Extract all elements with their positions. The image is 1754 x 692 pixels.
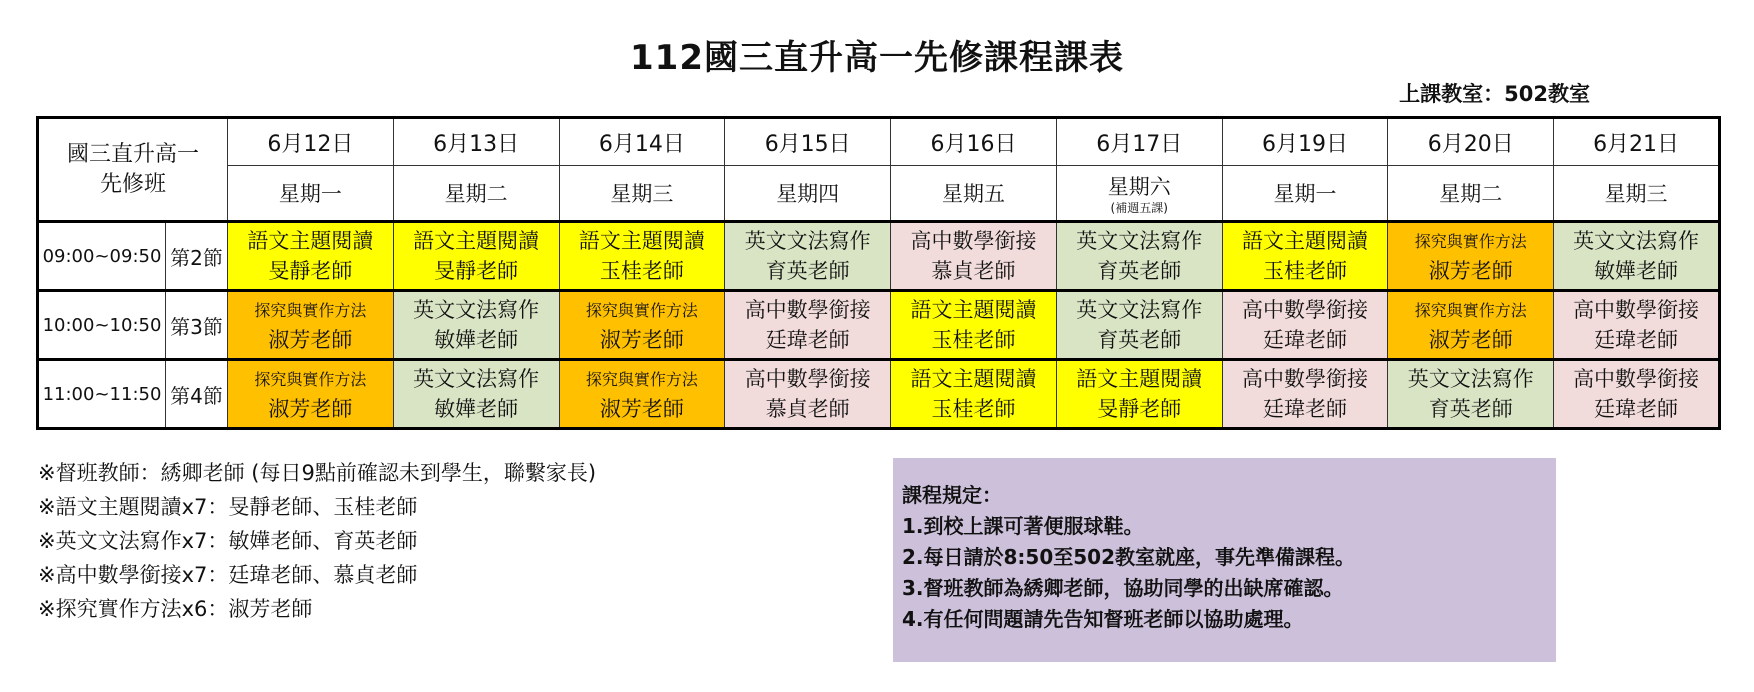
weekday-header: [228, 166, 394, 222]
subject-name: 高中數學銜接: [1573, 366, 1700, 391]
subject-name: 英文文法寫作: [413, 366, 540, 391]
rule-item: 2.每日請於8:50至502教室就座，事先準備課程。: [902, 545, 1356, 569]
class-cell: [559, 360, 725, 429]
teacher-name: 淑芳老師: [268, 396, 353, 421]
weekday-header: [559, 166, 725, 222]
weekday-label: 星期三: [610, 182, 674, 206]
weekday-label: 星期四: [776, 182, 840, 206]
teacher-name: 敏嬅老師: [434, 327, 519, 352]
subject-name: 英文文法寫作: [1076, 297, 1203, 322]
subject-name: 語文主題閱讀: [413, 228, 540, 253]
teacher-name: 廷瑋老師: [1262, 327, 1347, 352]
teacher-name: 育英老師: [765, 258, 850, 283]
teacher-name: 淑芳老師: [1428, 258, 1513, 283]
date-header: 6月17日: [1056, 118, 1222, 166]
weekday-header: [725, 166, 891, 222]
course-rules-box: [893, 458, 1556, 662]
subject-name: 語文主題閱讀: [910, 366, 1037, 391]
subject-name: 探究與實作方法: [254, 300, 367, 320]
class-cell: [559, 222, 725, 291]
class-cell: [1554, 291, 1720, 360]
time-slot: 09:00~09:50: [38, 222, 166, 291]
subject-name: 高中數學銜接: [910, 228, 1037, 253]
teacher-name: 育英老師: [1097, 327, 1182, 352]
subject-name: 探究與實作方法: [254, 369, 367, 389]
weekday-label: 星期五: [941, 182, 1005, 206]
weekday-header: [1388, 166, 1554, 222]
date-header: 6月13日: [393, 118, 559, 166]
teacher-name: 慕貞老師: [765, 396, 850, 421]
teacher-name: 慕貞老師: [931, 258, 1016, 283]
class-cell: [1388, 360, 1554, 429]
table-row: [38, 222, 1720, 291]
teacher-name: 廷瑋老師: [1262, 396, 1347, 421]
subject-name: 英文文法寫作: [1076, 228, 1203, 253]
note-line: ※高中數學銜接x7：廷瑋老師、慕貞老師: [38, 563, 418, 587]
class-cell: [1554, 222, 1720, 291]
class-cell: [559, 291, 725, 360]
class-cell: [1056, 360, 1222, 429]
note-line: ※督班教師：綉卿老師 (每日9點前確認未到學生，聯繫家長): [38, 461, 597, 485]
subject-name: 高中數學銜接: [744, 297, 871, 322]
weekday-label: 星期三: [1604, 182, 1668, 206]
subject-name: 探究與實作方法: [585, 300, 698, 320]
teacher-name: 玉桂老師: [1262, 258, 1347, 283]
teacher-name: 淑芳老師: [1428, 327, 1513, 352]
class-cell: [393, 291, 559, 360]
class-cell: [228, 360, 394, 429]
subject-name: 高中數學銜接: [1573, 297, 1700, 322]
teacher-name: 玉桂老師: [931, 327, 1016, 352]
subject-name: 語文主題閱讀: [910, 297, 1037, 322]
subject-name: 英文文法寫作: [744, 228, 871, 253]
subject-name: 語文主題閱讀: [247, 228, 374, 253]
teacher-name: 廷瑋老師: [765, 327, 850, 352]
rule-item: 4.有任何問題請先告知督班老師以協助處理。: [902, 607, 1304, 631]
class-cell: [1554, 360, 1720, 429]
note-line: ※英文文法寫作x7：敏嬅老師、育英老師: [38, 529, 418, 553]
class-cell: [891, 222, 1057, 291]
weekday-note: (補週五課): [1110, 201, 1168, 215]
class-cell: [1222, 222, 1388, 291]
weekday-header: [393, 166, 559, 222]
period-label: 第3節: [166, 291, 228, 360]
teacher-name: 旻靜老師: [268, 258, 353, 283]
time-slot: 10:00~10:50: [38, 291, 166, 360]
class-cell: [393, 222, 559, 291]
subject-name: 探究與實作方法: [1414, 300, 1527, 320]
class-cell: [725, 222, 891, 291]
class-cell: [1056, 291, 1222, 360]
class-cell: [1222, 291, 1388, 360]
teacher-name: 旻靜老師: [1097, 396, 1182, 421]
note-line: ※探究實作方法x6：淑芳老師: [38, 597, 313, 621]
weekday-header: [1554, 166, 1720, 222]
class-cell: [1222, 360, 1388, 429]
subject-name: 英文文法寫作: [1573, 228, 1700, 253]
class-cell: [1388, 291, 1554, 360]
notes-list: [38, 456, 596, 626]
subject-name: 探究與實作方法: [1414, 231, 1527, 251]
teacher-name: 旻靜老師: [434, 258, 519, 283]
teacher-name: 廷瑋老師: [1594, 396, 1679, 421]
subject-name: 高中數學銜接: [1241, 297, 1368, 322]
class-name-line1: 國三直升高一: [67, 141, 200, 167]
table-row: [38, 360, 1720, 429]
class-name-header: [38, 118, 228, 222]
subject-name: 英文文法寫作: [1407, 366, 1534, 391]
subject-name: 高中數學銜接: [744, 366, 871, 391]
weekday-label: 星期一: [1273, 182, 1337, 206]
date-header: 6月14日: [559, 118, 725, 166]
date-header: 6月21日: [1554, 118, 1720, 166]
schedule-table: [36, 116, 1721, 430]
rule-item: 1.到校上課可著便服球鞋。: [902, 514, 1144, 538]
time-slot: 11:00~11:50: [38, 360, 166, 429]
date-header: 6月15日: [725, 118, 891, 166]
period-label: 第2節: [166, 222, 228, 291]
subject-name: 語文主題閱讀: [1076, 366, 1203, 391]
weekday-label: 星期二: [444, 182, 508, 206]
weekday-label: 星期二: [1439, 182, 1503, 206]
teacher-name: 育英老師: [1428, 396, 1513, 421]
weekday-header: [1056, 166, 1222, 222]
class-cell: [393, 360, 559, 429]
subject-name: 探究與實作方法: [585, 369, 698, 389]
class-cell: [1388, 222, 1554, 291]
date-header: 6月12日: [228, 118, 394, 166]
teacher-name: 敏嬅老師: [434, 396, 519, 421]
date-header: 6月20日: [1388, 118, 1554, 166]
teacher-name: 廷瑋老師: [1594, 327, 1679, 352]
period-label: 第4節: [166, 360, 228, 429]
subject-name: 語文主題閱讀: [578, 228, 705, 253]
page-title: 112國三直升高一先修課程課表: [630, 38, 1124, 78]
subject-name: 英文文法寫作: [413, 297, 540, 322]
class-name-line2: 先修班: [100, 171, 167, 197]
class-cell: [228, 222, 394, 291]
teacher-name: 淑芳老師: [268, 327, 353, 352]
teacher-name: 玉桂老師: [599, 258, 684, 283]
weekday-label: 星期六: [1107, 175, 1171, 199]
date-header: 6月16日: [891, 118, 1057, 166]
weekday-label: 星期一: [278, 182, 342, 206]
weekday-header: [1222, 166, 1388, 222]
teacher-name: 玉桂老師: [931, 396, 1016, 421]
rule-item: 3.督班教師為綉卿老師，協助同學的出缺席確認。: [902, 576, 1344, 600]
teacher-name: 敏嬅老師: [1594, 258, 1679, 283]
table-row: [38, 291, 1720, 360]
class-cell: [725, 360, 891, 429]
note-line: ※語文主題閱讀x7：旻靜老師、玉桂老師: [38, 495, 418, 519]
date-header: 6月19日: [1222, 118, 1388, 166]
weekday-header: [891, 166, 1057, 222]
class-cell: [228, 291, 394, 360]
teacher-name: 淑芳老師: [599, 396, 684, 421]
class-cell: [891, 360, 1057, 429]
class-cell: [1056, 222, 1222, 291]
classroom-label: 上課教室：502教室: [1399, 82, 1590, 106]
rules-heading: 課程規定：: [902, 483, 1002, 507]
teacher-name: 育英老師: [1097, 258, 1182, 283]
teacher-name: 淑芳老師: [599, 327, 684, 352]
class-cell: [725, 291, 891, 360]
subject-name: 高中數學銜接: [1241, 366, 1368, 391]
class-cell: [891, 291, 1057, 360]
subject-name: 語文主題閱讀: [1241, 228, 1368, 253]
